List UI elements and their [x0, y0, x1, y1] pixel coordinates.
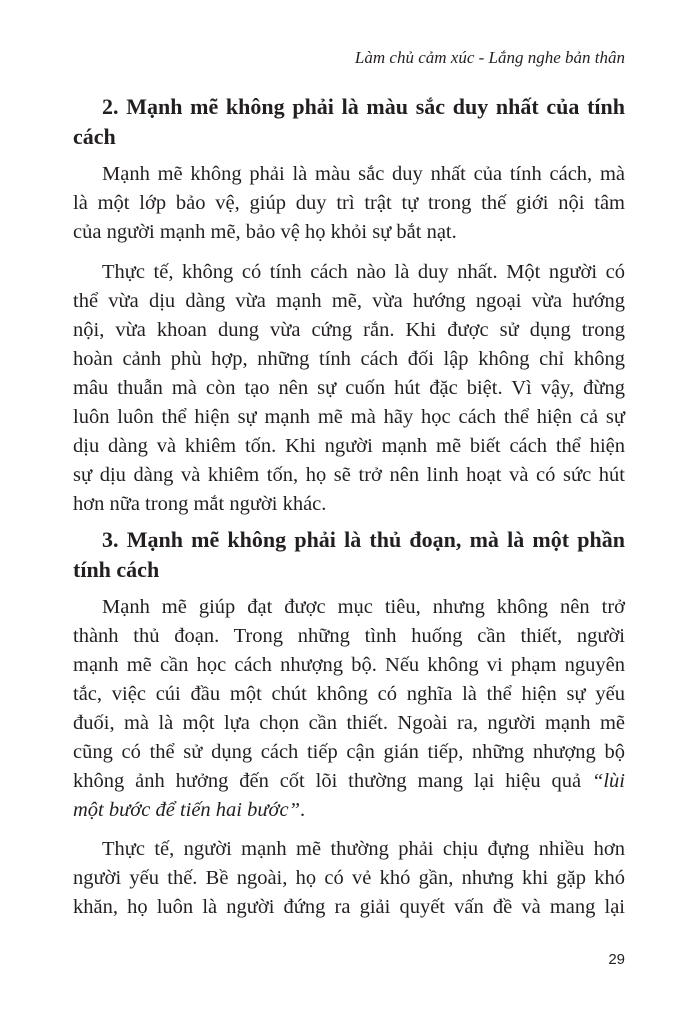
text-line: mạnh mẽ cần học cách nhượng bộ. Nếu không vi phạm nguyên — [73, 654, 625, 676]
heading-line: cách — [73, 124, 116, 149]
text-line: luôn luôn thể hiện sự mạnh mẽ mà hãy học cách thể hiện cả sự — [73, 406, 625, 428]
text-line: nội, vừa khoan dung vừa cứng rắn. Khi được sử dụng trong — [73, 319, 625, 341]
text-line: Mạnh mẽ không phải là màu sắc duy nhất của tính cách, mà — [102, 163, 625, 185]
heading-line: 3. Mạnh mẽ không phải là thủ đoạn, mà là một phần — [102, 527, 625, 552]
text-span: không ảnh hưởng đến cốt lõi thường mang lại hiệu quả — [73, 770, 592, 792]
text-line: sự dịu dàng và khiêm tốn, họ sẽ trở nên linh hoạt và có sức hút — [73, 464, 625, 486]
section-3-paragraph-1 — [73, 593, 625, 825]
text-span: . — [300, 799, 306, 821]
quote-text: “lùi — [591, 770, 625, 792]
text-line: dịu dàng và khiêm tốn. Khi người mạnh mẽ biết cách thể hiện — [73, 435, 625, 457]
text-line: thành thủ đoạn. Trong những tình huống cần thiết, người — [73, 625, 625, 647]
text-line: là một lớp bảo vệ, giúp duy trì trật tự trong thế giới nội tâm — [73, 192, 625, 214]
text-line: thể vừa dịu dàng vừa mạnh mẽ, vừa hướng ngoại vừa hướng — [73, 290, 625, 312]
section-3-heading — [73, 525, 625, 585]
text-line: mâu thuẫn mà còn tạo nên sự cuốn hút đặc biệt. Vì vậy, đừng — [73, 377, 625, 399]
text-line — [73, 767, 625, 796]
text-line: cũng có thể sử dụng cách tiếp cận gián tiếp, những nhượng bộ — [73, 741, 625, 763]
section-2-paragraph-1 — [73, 160, 625, 247]
text-line: Thực tế, người mạnh mẽ thường phải chịu đựng nhiều hơn — [102, 838, 625, 860]
section-2-paragraph-2 — [73, 258, 625, 519]
text-line: của người mạnh mẽ, bảo vệ họ khỏi sự bắt nạt. — [73, 221, 457, 243]
text-line: hơn nữa trong mắt người khác. — [73, 493, 327, 515]
text-line — [73, 796, 625, 825]
text-line: Thực tế, không có tính cách nào là duy nhất. Một người có — [102, 261, 625, 283]
quote-text: một bước để tiến hai bước” — [73, 799, 301, 821]
text-line: đuối, mà là một lựa chọn cần thiết. Ngoài ra, người mạnh mẽ — [73, 712, 625, 734]
text-line: khăn, họ luôn là người đứng ra giải quyết vấn đề và mang lại — [73, 896, 625, 918]
page-number: 29 — [608, 951, 625, 968]
section-3-paragraph-2 — [73, 835, 625, 922]
text-line: người yếu thế. Bề ngoài, họ có vẻ khó gần, nhưng khi gặp khó — [73, 867, 625, 889]
heading-line: 2. Mạnh mẽ không phải là màu sắc duy nhất của tính — [102, 94, 625, 119]
section-2-heading — [73, 92, 625, 152]
text-line: hoàn cảnh phù hợp, những tính cách đối lập không chỉ không — [73, 348, 625, 370]
running-header: Làm chủ cảm xúc - Lắng nghe bản thân — [354, 48, 625, 67]
text-line: tắc, việc cúi đầu một chút không có nghĩa là thể hiện sự yếu — [73, 683, 625, 705]
text-line: Mạnh mẽ giúp đạt được mục tiêu, nhưng không nên trở — [102, 596, 625, 618]
heading-line: tính cách — [73, 557, 160, 582]
